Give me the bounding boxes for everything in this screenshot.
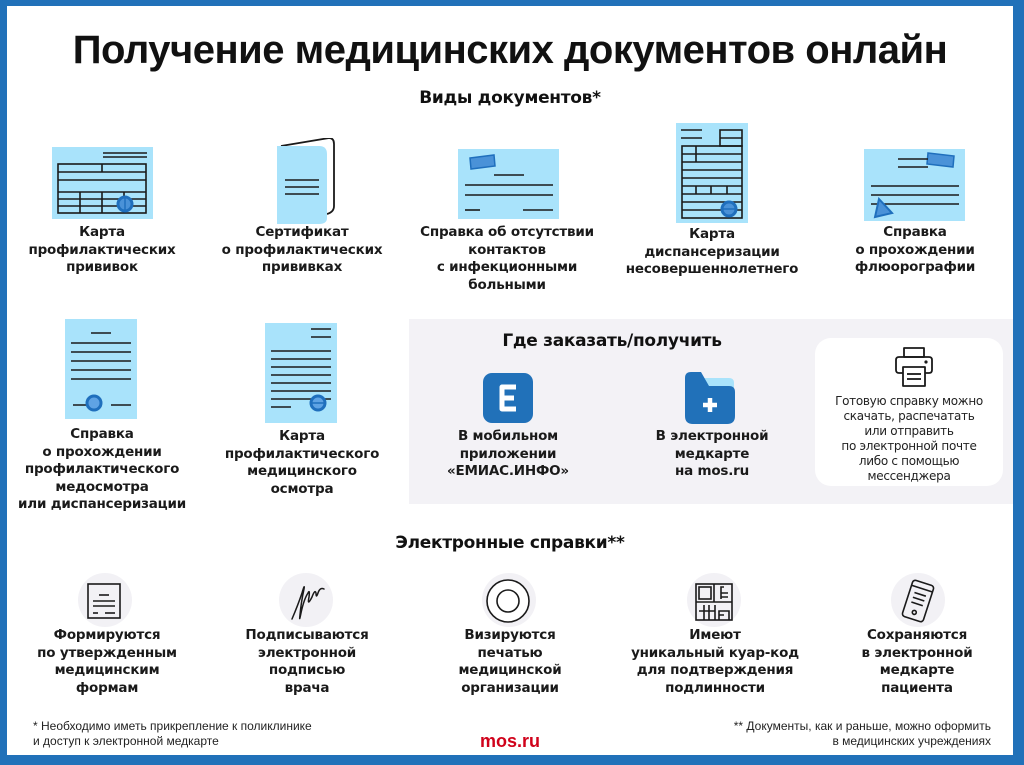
- certificate-booklet-icon: [277, 138, 339, 224]
- mos-ru-logo: mos.ru: [479, 731, 540, 751]
- doc-label-medical-exam-certificate: Справка о прохождении профилактического медосмотра или диспансеризации: [18, 426, 186, 512]
- qr-code-icon: [695, 583, 733, 621]
- option-label-medical-card[interactable]: В электронной медкарте на mos.ru: [655, 428, 769, 479]
- download-note-text: Готовую справку можно скачать, распечатать или отправить по электронной почте либо с помощью мессенджера: [835, 394, 983, 483]
- emias-app-icon[interactable]: [483, 373, 533, 423]
- doc-label-fluorography: Справка о прохождении флюорографии: [854, 224, 976, 275]
- medical-exam-certificate-icon: [65, 319, 137, 419]
- form-document-icon: [87, 583, 121, 619]
- doc-label-vaccination-card: Карта профилактических прививок: [28, 224, 176, 275]
- printer-icon: [895, 347, 933, 387]
- infographic-frame: [7, 6, 1013, 755]
- where-to-order-heading: Где заказать/получить: [502, 331, 722, 351]
- feature-label-qr-code: Имеют уникальный куар-код для подтверждения подлинности: [631, 627, 799, 696]
- page-title: Получение медицинских документов онлайн: [72, 28, 948, 72]
- seal-stamp-icon: [485, 578, 531, 624]
- doc-label-no-contacts-certificate: Справка об отсутствии контактов с инфекционными больными: [420, 224, 594, 293]
- option-label-emias-app[interactable]: В мобильном приложении «ЕМИАС.ИНФО»: [447, 428, 569, 479]
- vaccination-card-icon: [52, 147, 153, 219]
- feature-label-signature: Подписываются электронной подписью врача: [245, 627, 369, 696]
- dispensary-card-icon: [676, 123, 748, 223]
- medical-exam-card-icon: [265, 323, 337, 423]
- doc-label-medical-exam-card: Карта профилактического медицинского осмотра: [224, 428, 380, 497]
- signature-icon: [288, 579, 328, 625]
- feature-label-forms: Формируются по утвержденным медицинским формам: [37, 627, 177, 696]
- doc-label-vaccination-certificate: Сертификат о профилактических прививках: [221, 224, 383, 275]
- doc-label-dispensary-card: Карта диспансеризации несовершеннолетнего: [625, 226, 799, 277]
- mobile-phone-icon: [900, 579, 936, 623]
- footnote-attachment: * Необходимо иметь прикрепление к поликлинике и доступ к электронной медкарте: [33, 719, 312, 748]
- fluorography-certificate-icon: [864, 149, 965, 221]
- stamped-certificate-icon: [458, 149, 559, 219]
- feature-label-stored: Сохраняются в электронной медкарте пациента: [861, 627, 973, 696]
- feature-label-seal: Визируются печатью медицинской организации: [458, 627, 562, 696]
- medical-folder-icon[interactable]: [685, 372, 735, 424]
- electronic-certificates-heading: Электронные справки**: [395, 533, 625, 553]
- doc-types-heading: Виды документов*: [419, 88, 601, 108]
- footnote-medical-institutions: ** Документы, как и раньше, можно оформить в медицинских учреждениях: [733, 719, 991, 748]
